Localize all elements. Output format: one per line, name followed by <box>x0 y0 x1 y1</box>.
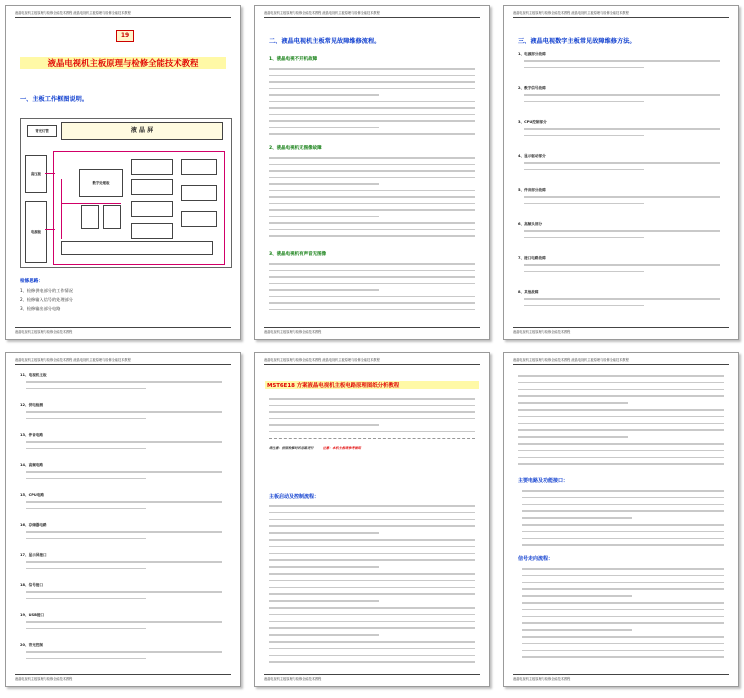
text-line <box>269 114 475 116</box>
text-line <box>522 538 724 540</box>
text-line <box>522 622 724 624</box>
text-line <box>269 157 475 159</box>
inverter-board-box: 高压板 <box>25 155 47 193</box>
page-header: 液晶电视机主板原理与检修全能技术教程 液晶电视机主板原理与检修全能技术教程 <box>15 356 231 365</box>
text-line <box>269 196 475 198</box>
page-footer: 液晶电视机主板原理与检修全能技术教程 <box>513 327 729 336</box>
text-line <box>269 222 475 224</box>
text-line <box>269 133 475 135</box>
text-line <box>518 450 724 452</box>
text-line <box>518 443 724 445</box>
text-line <box>269 309 475 311</box>
page-header: 液晶电视机主板原理与检修全能技术教程 液晶电视机主板原理与检修全能技术教程 <box>513 356 729 365</box>
text-line <box>269 88 475 90</box>
text-line <box>524 305 644 307</box>
text-line <box>269 424 379 426</box>
text-line <box>26 531 222 533</box>
text-line <box>524 169 644 171</box>
diagram-block <box>181 185 217 201</box>
text-line <box>26 658 146 660</box>
text-line <box>522 609 724 611</box>
text-line <box>269 296 475 298</box>
text-line <box>269 553 475 555</box>
text-line <box>518 457 724 459</box>
item-heading: 7、接口电路故障 <box>518 256 546 260</box>
text-line <box>522 636 724 638</box>
text-line <box>269 289 379 291</box>
diagram-block <box>131 223 173 239</box>
text-line <box>269 75 475 77</box>
text-line <box>522 595 632 597</box>
text-line <box>518 382 724 384</box>
text-line <box>518 409 724 411</box>
text-line <box>522 602 724 604</box>
text-line <box>269 431 475 433</box>
text-line <box>269 302 475 304</box>
text-line <box>522 575 724 577</box>
item-heading: 18、信号接口 <box>20 583 43 587</box>
text-line <box>518 389 724 391</box>
page-header: 液晶电视机主板原理与检修全能技术教程 液晶电视机主板原理与检修全能技术教程 <box>513 9 729 18</box>
lcd-screen-box: 液 晶 屏 <box>61 122 223 140</box>
item-heading: 6、高频头部分 <box>518 222 543 226</box>
text-line <box>524 135 644 137</box>
text-line <box>524 271 644 273</box>
text-line <box>522 643 724 645</box>
signal-line <box>45 229 55 230</box>
text-line <box>269 519 475 521</box>
page-header: 液晶电视机主板原理与检修全能技术教程 液晶电视机主板原理与检修全能技术教程 <box>264 9 480 18</box>
text-line <box>269 641 475 643</box>
diagram-block <box>131 179 173 195</box>
text-line <box>269 539 475 541</box>
text-line <box>524 196 720 198</box>
text-line <box>26 471 222 473</box>
item-heading: 16、存储器电路 <box>20 523 47 527</box>
text-line <box>269 216 379 218</box>
text-line <box>524 237 644 239</box>
subsection-heading: 3、液晶电视机有声音无图像 <box>269 252 327 257</box>
text-line <box>518 416 724 418</box>
text-line <box>269 607 475 609</box>
text-line <box>269 566 379 568</box>
diagram-block <box>103 205 121 229</box>
diagram-block <box>181 159 217 175</box>
text-line <box>269 229 475 231</box>
page-thumbnail-6[interactable] <box>503 352 739 687</box>
text-line <box>269 512 475 514</box>
item-heading: 13、伴音电路 <box>20 433 43 437</box>
text-line <box>26 598 146 600</box>
text-line <box>269 661 475 663</box>
item-heading: 14、高频电路 <box>20 463 43 467</box>
page-footer: 液晶电视机主板原理与检修全能技术教程 <box>264 674 480 683</box>
text-line <box>269 203 475 205</box>
text-line <box>269 164 475 166</box>
text-line <box>524 230 720 232</box>
text-line <box>524 67 644 69</box>
diagram-block <box>81 205 99 229</box>
text-line <box>269 532 379 534</box>
text-line <box>269 505 475 507</box>
text-line <box>26 411 222 413</box>
text-line <box>522 490 724 492</box>
text-line <box>269 587 475 589</box>
text-line <box>269 627 475 629</box>
text-line <box>269 101 475 103</box>
text-line <box>269 411 475 413</box>
text-line <box>269 559 475 561</box>
signal-line <box>61 179 62 239</box>
text-line <box>26 508 146 510</box>
text-line <box>522 531 724 533</box>
text-line <box>522 650 724 652</box>
text-line <box>518 429 724 431</box>
document-title: MST6E18 方案液晶电视机主板电路原理图纸分析教程 <box>265 381 479 389</box>
text-line <box>269 190 475 192</box>
page-thumbnail-3[interactable] <box>503 5 739 340</box>
signal-line <box>45 173 55 174</box>
text-line <box>518 395 724 397</box>
list-item: 2、检修输入信号的处理部分 <box>20 297 73 302</box>
page-number-badge: 19 <box>116 30 134 42</box>
text-line <box>26 478 146 480</box>
text-line <box>269 94 379 96</box>
core-processing-box: 数字处理板 <box>79 169 123 197</box>
text-line <box>26 381 222 383</box>
text-line <box>269 648 475 650</box>
text-line <box>26 568 146 570</box>
text-line <box>269 418 475 420</box>
item-heading: 1、电源部分故障 <box>518 52 546 56</box>
text-line <box>524 162 720 164</box>
hint-label: 请注意：按照检修时的思路进行 <box>269 446 314 450</box>
text-line <box>269 209 475 211</box>
page-footer: 液晶电视机主板原理与检修全能技术教程 <box>513 674 729 683</box>
text-line <box>269 127 379 129</box>
text-line <box>269 68 475 70</box>
text-line <box>524 101 644 103</box>
text-line <box>26 628 146 630</box>
divider <box>269 438 475 439</box>
page-thumbnail-1[interactable] <box>5 5 241 340</box>
page-header: 液晶电视机主板原理与检修全能技术教程 液晶电视机主板原理与检修全能技术教程 <box>15 9 231 18</box>
text-line <box>522 616 724 618</box>
text-line <box>269 235 475 237</box>
text-line <box>522 544 724 546</box>
text-line <box>26 448 146 450</box>
text-line <box>524 203 644 205</box>
hint-text <box>269 445 361 450</box>
page-thumbnail-4[interactable] <box>5 352 241 687</box>
list-title: 检修思路： <box>20 279 43 284</box>
text-line <box>269 81 475 83</box>
text-line <box>269 634 379 636</box>
item-heading: 19、USB接口 <box>20 613 45 617</box>
item-heading: 12、供电检测 <box>20 403 43 407</box>
text-line <box>269 283 475 285</box>
hint-red-label: 注意：本机主板请参考图纸 <box>322 446 361 450</box>
text-line <box>522 524 724 526</box>
diagram-block <box>131 159 173 175</box>
text-line <box>269 655 475 657</box>
text-line <box>269 177 475 179</box>
text-line <box>26 561 222 563</box>
section-heading: 信号走向流程： <box>518 556 554 562</box>
subsection-heading: 2、液晶电视机无图像故障 <box>269 146 322 151</box>
item-heading: 8、其他故障 <box>518 290 539 294</box>
text-line <box>518 375 724 377</box>
list-item: 3、检修输出部分电路 <box>20 306 61 311</box>
text-line <box>522 656 724 658</box>
text-line <box>269 580 475 582</box>
text-line <box>269 263 475 265</box>
text-line <box>26 501 222 503</box>
backlight-box: 背光灯管 <box>27 125 57 137</box>
text-line <box>269 183 379 185</box>
text-line <box>269 546 475 548</box>
text-line <box>269 405 475 407</box>
text-line <box>269 170 475 172</box>
text-line <box>269 600 379 602</box>
power-board-box: 电源板 <box>25 201 47 263</box>
diagram-block <box>61 241 213 255</box>
text-line <box>26 621 222 623</box>
text-line <box>26 418 146 420</box>
text-line <box>522 517 632 519</box>
text-line <box>26 538 146 540</box>
text-line <box>269 107 475 109</box>
block-diagram <box>20 118 232 268</box>
section-heading: 主板启动及控制流程： <box>269 494 320 500</box>
text-line <box>269 276 475 278</box>
text-line <box>522 510 724 512</box>
text-line <box>269 614 475 616</box>
text-line <box>518 402 628 404</box>
text-line <box>518 463 724 465</box>
item-heading: 11、电视机主板 <box>20 373 47 377</box>
item-heading: 17、显示屏接口 <box>20 553 47 557</box>
item-heading: 4、显示驱动部分 <box>518 154 546 158</box>
item-heading: 20、背光控制 <box>20 643 43 647</box>
text-line <box>269 593 475 595</box>
text-line <box>518 436 628 438</box>
signal-line <box>61 203 121 204</box>
text-line <box>524 60 720 62</box>
text-line <box>269 525 475 527</box>
text-line <box>524 94 720 96</box>
list-item: 1、检修供电部分的工作情况 <box>20 288 73 293</box>
text-line <box>26 591 222 593</box>
text-line <box>522 629 632 631</box>
text-line <box>269 398 475 400</box>
text-line <box>269 621 475 623</box>
text-line <box>26 651 222 653</box>
subsection-heading: 1、液晶电视不开机故障 <box>269 57 318 62</box>
page-footer: 液晶电视机主板原理与检修全能技术教程 <box>264 327 480 336</box>
section-heading: 一、主板工作框图说明。 <box>20 96 89 103</box>
text-line <box>522 504 724 506</box>
text-line <box>26 441 222 443</box>
text-line <box>522 582 724 584</box>
text-line <box>26 388 146 390</box>
text-line <box>518 423 724 425</box>
text-line <box>524 264 720 266</box>
page-thumbnail-2[interactable] <box>254 5 490 340</box>
text-line <box>522 588 724 590</box>
section-heading: 主要电路及功能接口： <box>518 478 569 484</box>
diagram-block <box>181 211 217 227</box>
text-line <box>524 128 720 130</box>
text-line <box>522 568 724 570</box>
section-heading: 三、液晶电视数字主板常见故障维修方法。 <box>518 38 636 45</box>
diagram-block <box>131 201 173 217</box>
page-thumbnail-5[interactable] <box>254 352 490 687</box>
item-heading: 2、数字信号故障 <box>518 86 546 90</box>
text-line <box>269 120 475 122</box>
text-line <box>269 270 475 272</box>
page-footer: 液晶电视机主板原理与检修全能技术教程 <box>15 327 231 336</box>
item-heading: 15、CPU电路 <box>20 493 44 497</box>
page-footer: 液晶电视机主板原理与检修全能技术教程 <box>15 674 231 683</box>
item-heading: 5、伴音部分故障 <box>518 188 546 192</box>
text-line <box>524 298 720 300</box>
text-line <box>269 573 475 575</box>
document-title: 液晶电视机主板原理与检修全能技术教程 <box>20 57 226 69</box>
page-header: 液晶电视机主板原理与检修全能技术教程 液晶电视机主板原理与检修全能技术教程 <box>264 356 480 365</box>
item-heading: 3、CPU控制部分 <box>518 120 547 124</box>
section-heading: 二、液晶电视机主板常见故障维修流程。 <box>269 38 381 45</box>
text-line <box>522 497 724 499</box>
